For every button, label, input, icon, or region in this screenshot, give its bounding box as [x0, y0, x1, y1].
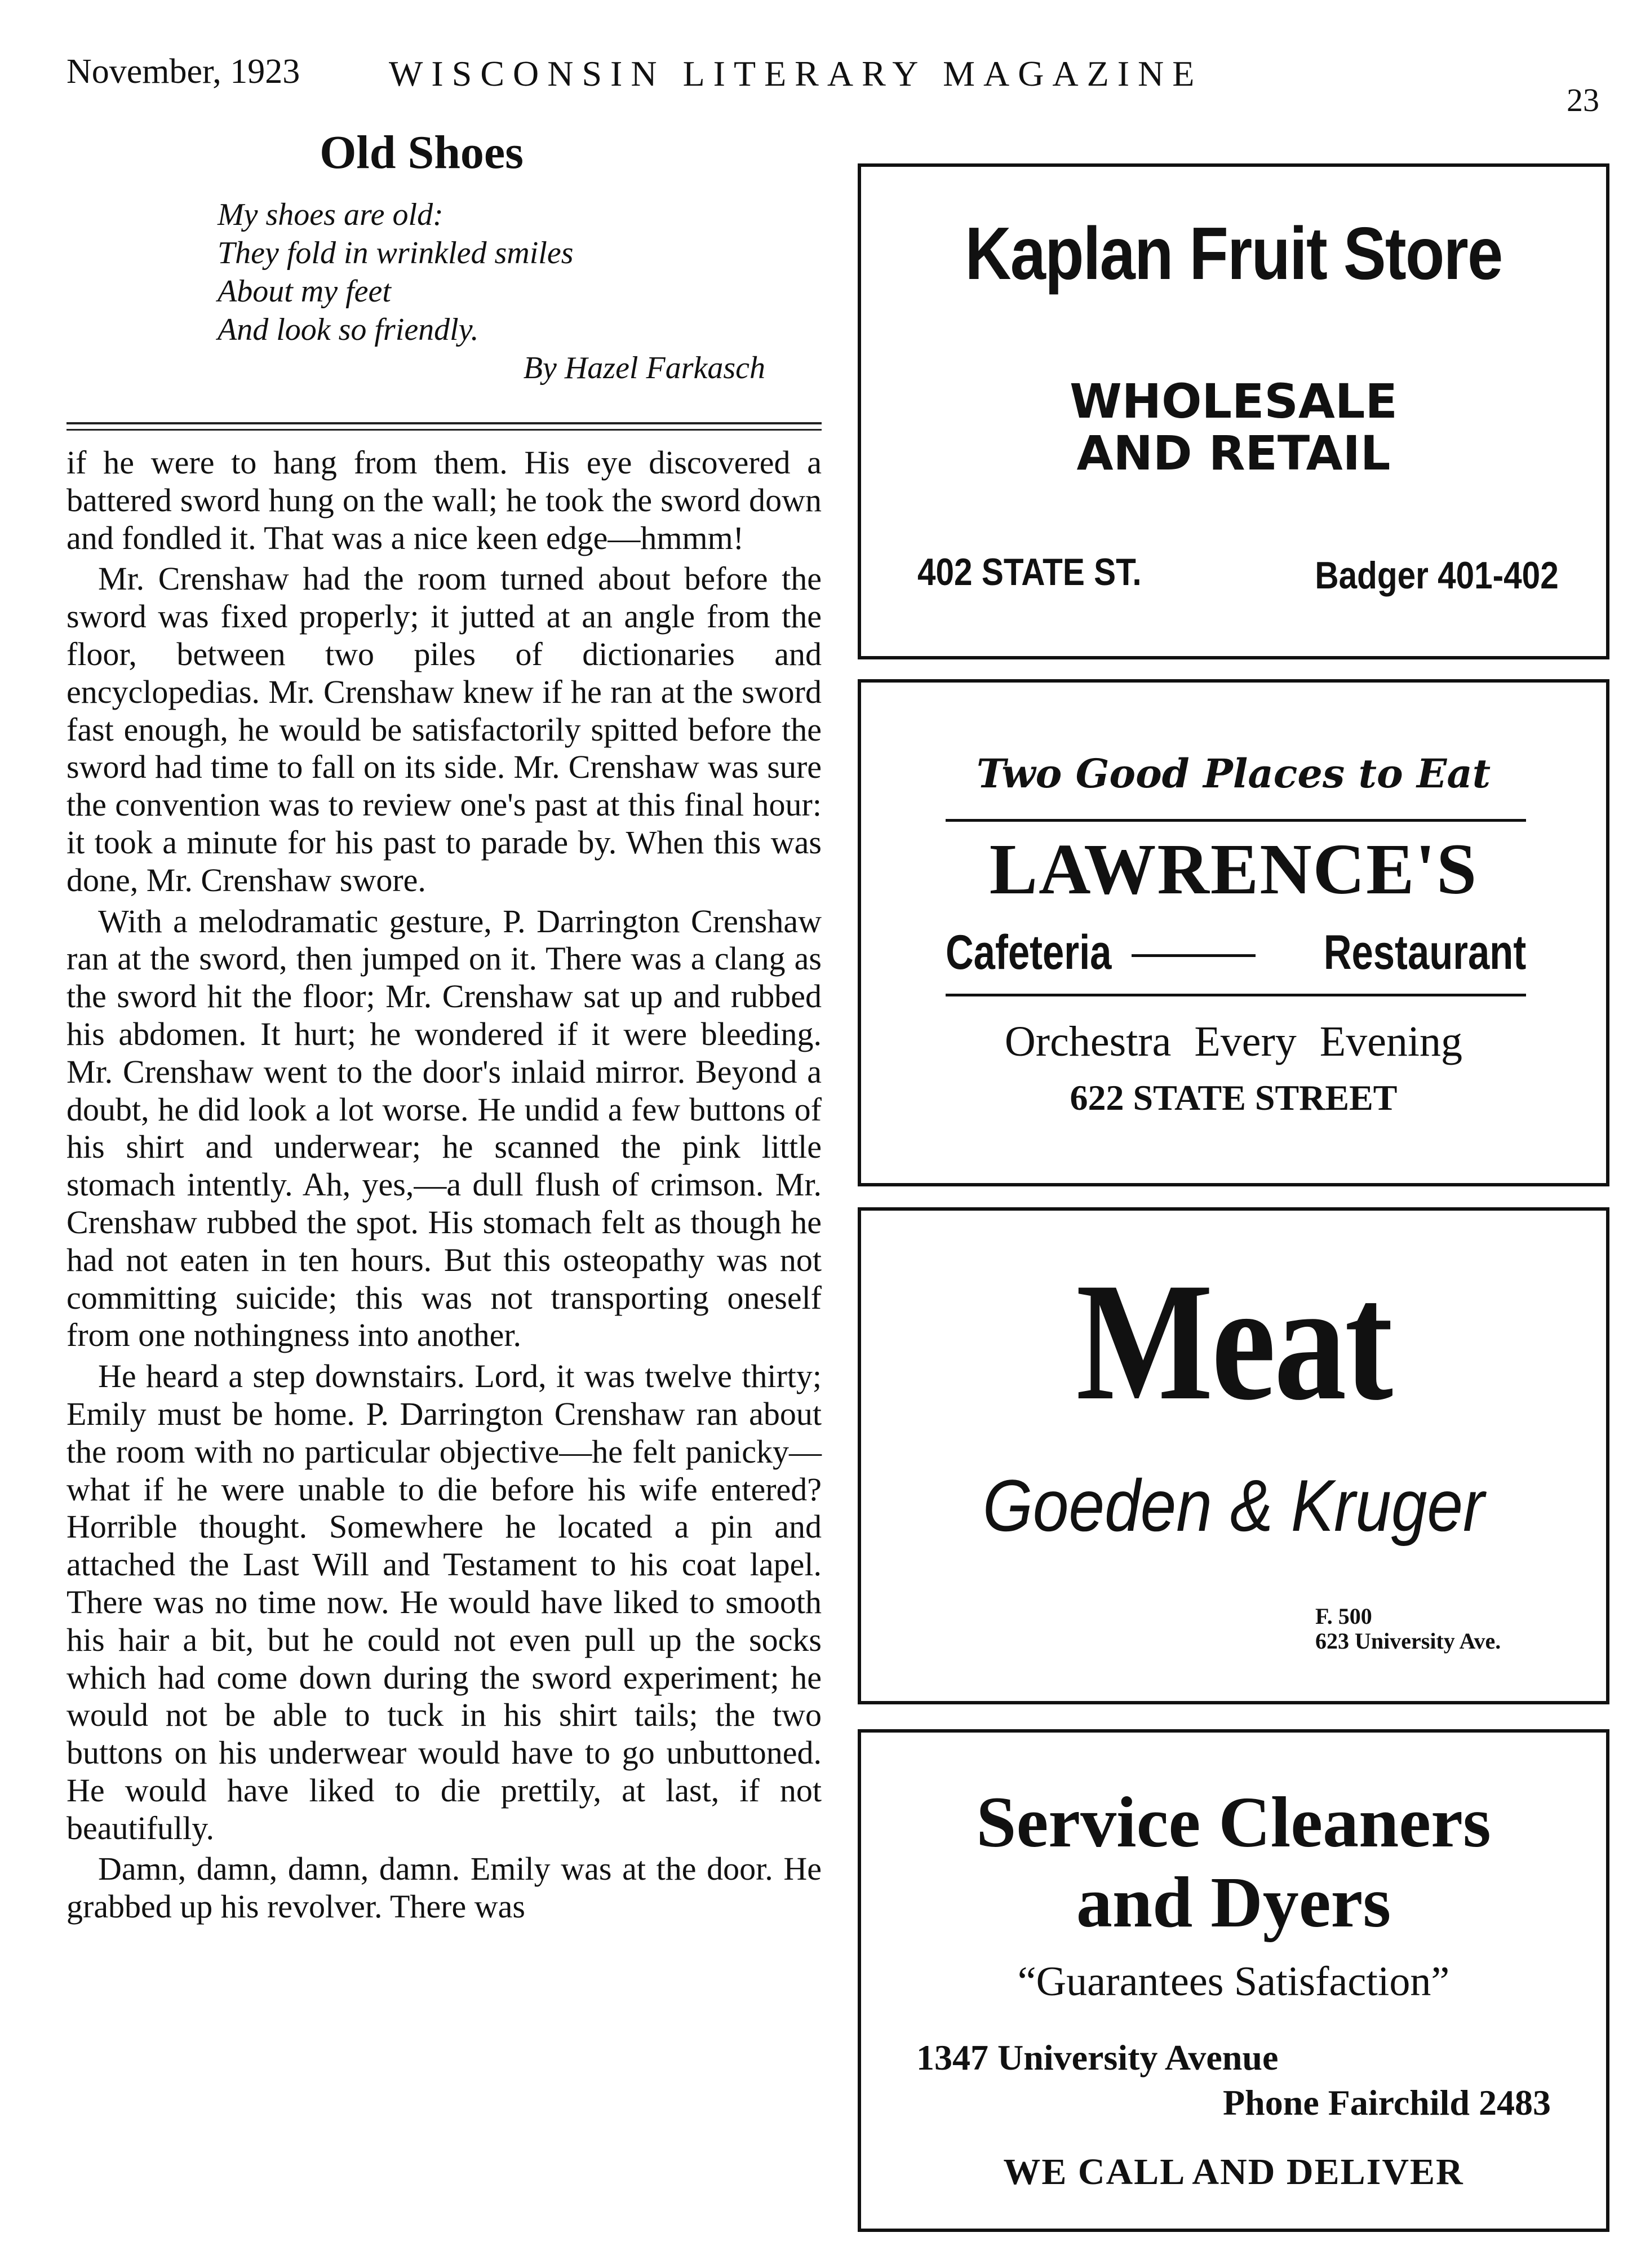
- ad-kaplan-subtitle: [861, 375, 1606, 479]
- ad-cleaners-name: [861, 1782, 1606, 1942]
- ad-cleaners-phone: Phone Fairchild 2483: [1223, 2083, 1551, 2123]
- ad-kaplan-fruit-store: [858, 163, 1609, 659]
- poem-line: My shoes are old:: [218, 197, 443, 232]
- ad-meat: [858, 1207, 1609, 1704]
- story-paragraph: if he were to hang from them. His eye discovered a battered sword hung on the wall; he took the sword down and fondled it. That was a nice keen edge—hmmm!: [66, 444, 822, 556]
- story-paragraph: Damn, damn, damn, damn. Emily was at the door. He grabbed up his revolver. There was: [66, 1850, 822, 1925]
- poem-line: And look so friendly.: [218, 312, 479, 347]
- ad-lawrences-rule: [946, 819, 1526, 822]
- ad-lawrences-tagline: Two Good Places to Eat: [976, 750, 1491, 797]
- magazine-title: WISCONSIN LITERARY MAGAZINE: [389, 54, 1203, 94]
- story-paragraph: Mr. Crenshaw had the room turned about before the sword was fixed properly; it jutted at an angle from the floor, between two piles of dictionaries and encyclopedias. Mr. Crenshaw knew if he ran at the sword fast enough, he would be satisfactorily spitted before the sword had time to fall on its side. Mr. Crenshaw was sure the convention was to review one's past at this final hour: it took a minute for his past to parade by. When this was done, Mr. Crenshaw swore.: [66, 560, 822, 898]
- poem-body: [218, 196, 822, 349]
- ad-lawrences: [858, 679, 1609, 1186]
- ad-meat-names: Goeden & Kruger: [982, 1464, 1485, 1547]
- poem-line: About my feet: [218, 274, 391, 309]
- ad-meat-phone: F. 500: [1315, 1603, 1372, 1629]
- ad-kaplan-name: Kaplan Fruit Store: [965, 212, 1502, 295]
- poem-title: Old Shoes: [320, 126, 524, 179]
- ad-lawrences-rule: [946, 994, 1526, 996]
- ad-kaplan-line2: AND RETAIL: [1076, 426, 1391, 481]
- section-divider: [66, 422, 822, 431]
- ad-lawrences-restaurant: Restaurant: [1323, 925, 1526, 980]
- page-header: [66, 41, 1599, 118]
- ad-meat-address: 623 University Ave.: [1315, 1628, 1501, 1654]
- ad-meat-headline: Meat: [1076, 1248, 1391, 1435]
- ad-lawrences-dash: [1132, 954, 1256, 957]
- story-paragraph: With a melodramatic gesture, P. Darrington Crenshaw ran at the sword, then jumped on it. There was a clang as the sword hit the floor; Mr. Crenshaw sat up and rubbed his abdomen. It hurt; he wondered if it were bleeding. Mr. Crenshaw went to the door's inlaid mirror. Beyond a doubt, he did look a lot worse. He undid a few buttons of his shirt and underwear; he scanned the pink little stomach intently. Ah, yes,—a dull flush of crimson. Mr. Crenshaw rubbed the spot. His stomach felt as though he had not eaten in ten hours. But this osteopathy was not committing suicide; this was not transporting oneself from one nothingness into another.: [66, 902, 822, 1354]
- left-column: [66, 113, 822, 1929]
- ad-cleaners-line2: and Dyers: [1076, 1862, 1391, 1942]
- poem-byline: By Hazel Farkasch: [523, 351, 765, 386]
- ad-service-cleaners: [858, 1729, 1609, 2232]
- ad-kaplan-phone: Badger 401-402: [1315, 554, 1559, 597]
- story-text: [66, 444, 822, 1926]
- issue-date: November, 1923: [66, 52, 300, 91]
- page-number: 23: [1567, 82, 1599, 118]
- ad-cleaners-deliver: WE CALL AND DELIVER: [1003, 2151, 1464, 2192]
- ad-cleaners-address: 1347 University Avenue: [916, 2037, 1279, 2077]
- ad-lawrences-name: LAWRENCE'S: [989, 829, 1478, 909]
- ad-meat-contact: [1315, 1604, 1501, 1654]
- ad-cleaners-quote: “Guarantees Satisfaction”: [1017, 1959, 1450, 2005]
- ad-kaplan-address: 402 STATE ST.: [917, 551, 1142, 593]
- ad-lawrences-address: 622 STATE STREET: [1070, 1078, 1398, 1118]
- ad-lawrences-services: [946, 925, 1526, 980]
- ad-lawrences-cafeteria: Cafeteria: [946, 925, 1112, 980]
- story-paragraph: He heard a step downstairs. Lord, it was twelve thirty; Emily must be home. P. Darrington Crenshaw ran about the room with no particular objective—he felt panicky—what if he were unable to die before his wife entered? Horrible thought. Somewhere he located a pin and attached the Last Will and Testament to his coat lapel. There was no time now. He would have liked to smooth his hair a bit, but he could not even pull up the socks which had come down during the sword experiment; he would not be able to tuck in his shirt tails; the two buttons on his underwear would have to go unbuttoned. He would have liked to die prettily, at last, if not beautifully.: [66, 1358, 822, 1846]
- ad-kaplan-line1: WHOLESALE: [1070, 374, 1398, 429]
- ad-lawrences-orchestra: Orchestra Every Evening: [1004, 1018, 1463, 1065]
- ad-cleaners-line1: Service Cleaners: [976, 1782, 1491, 1862]
- poem-line: They fold in wrinkled smiles: [218, 236, 574, 271]
